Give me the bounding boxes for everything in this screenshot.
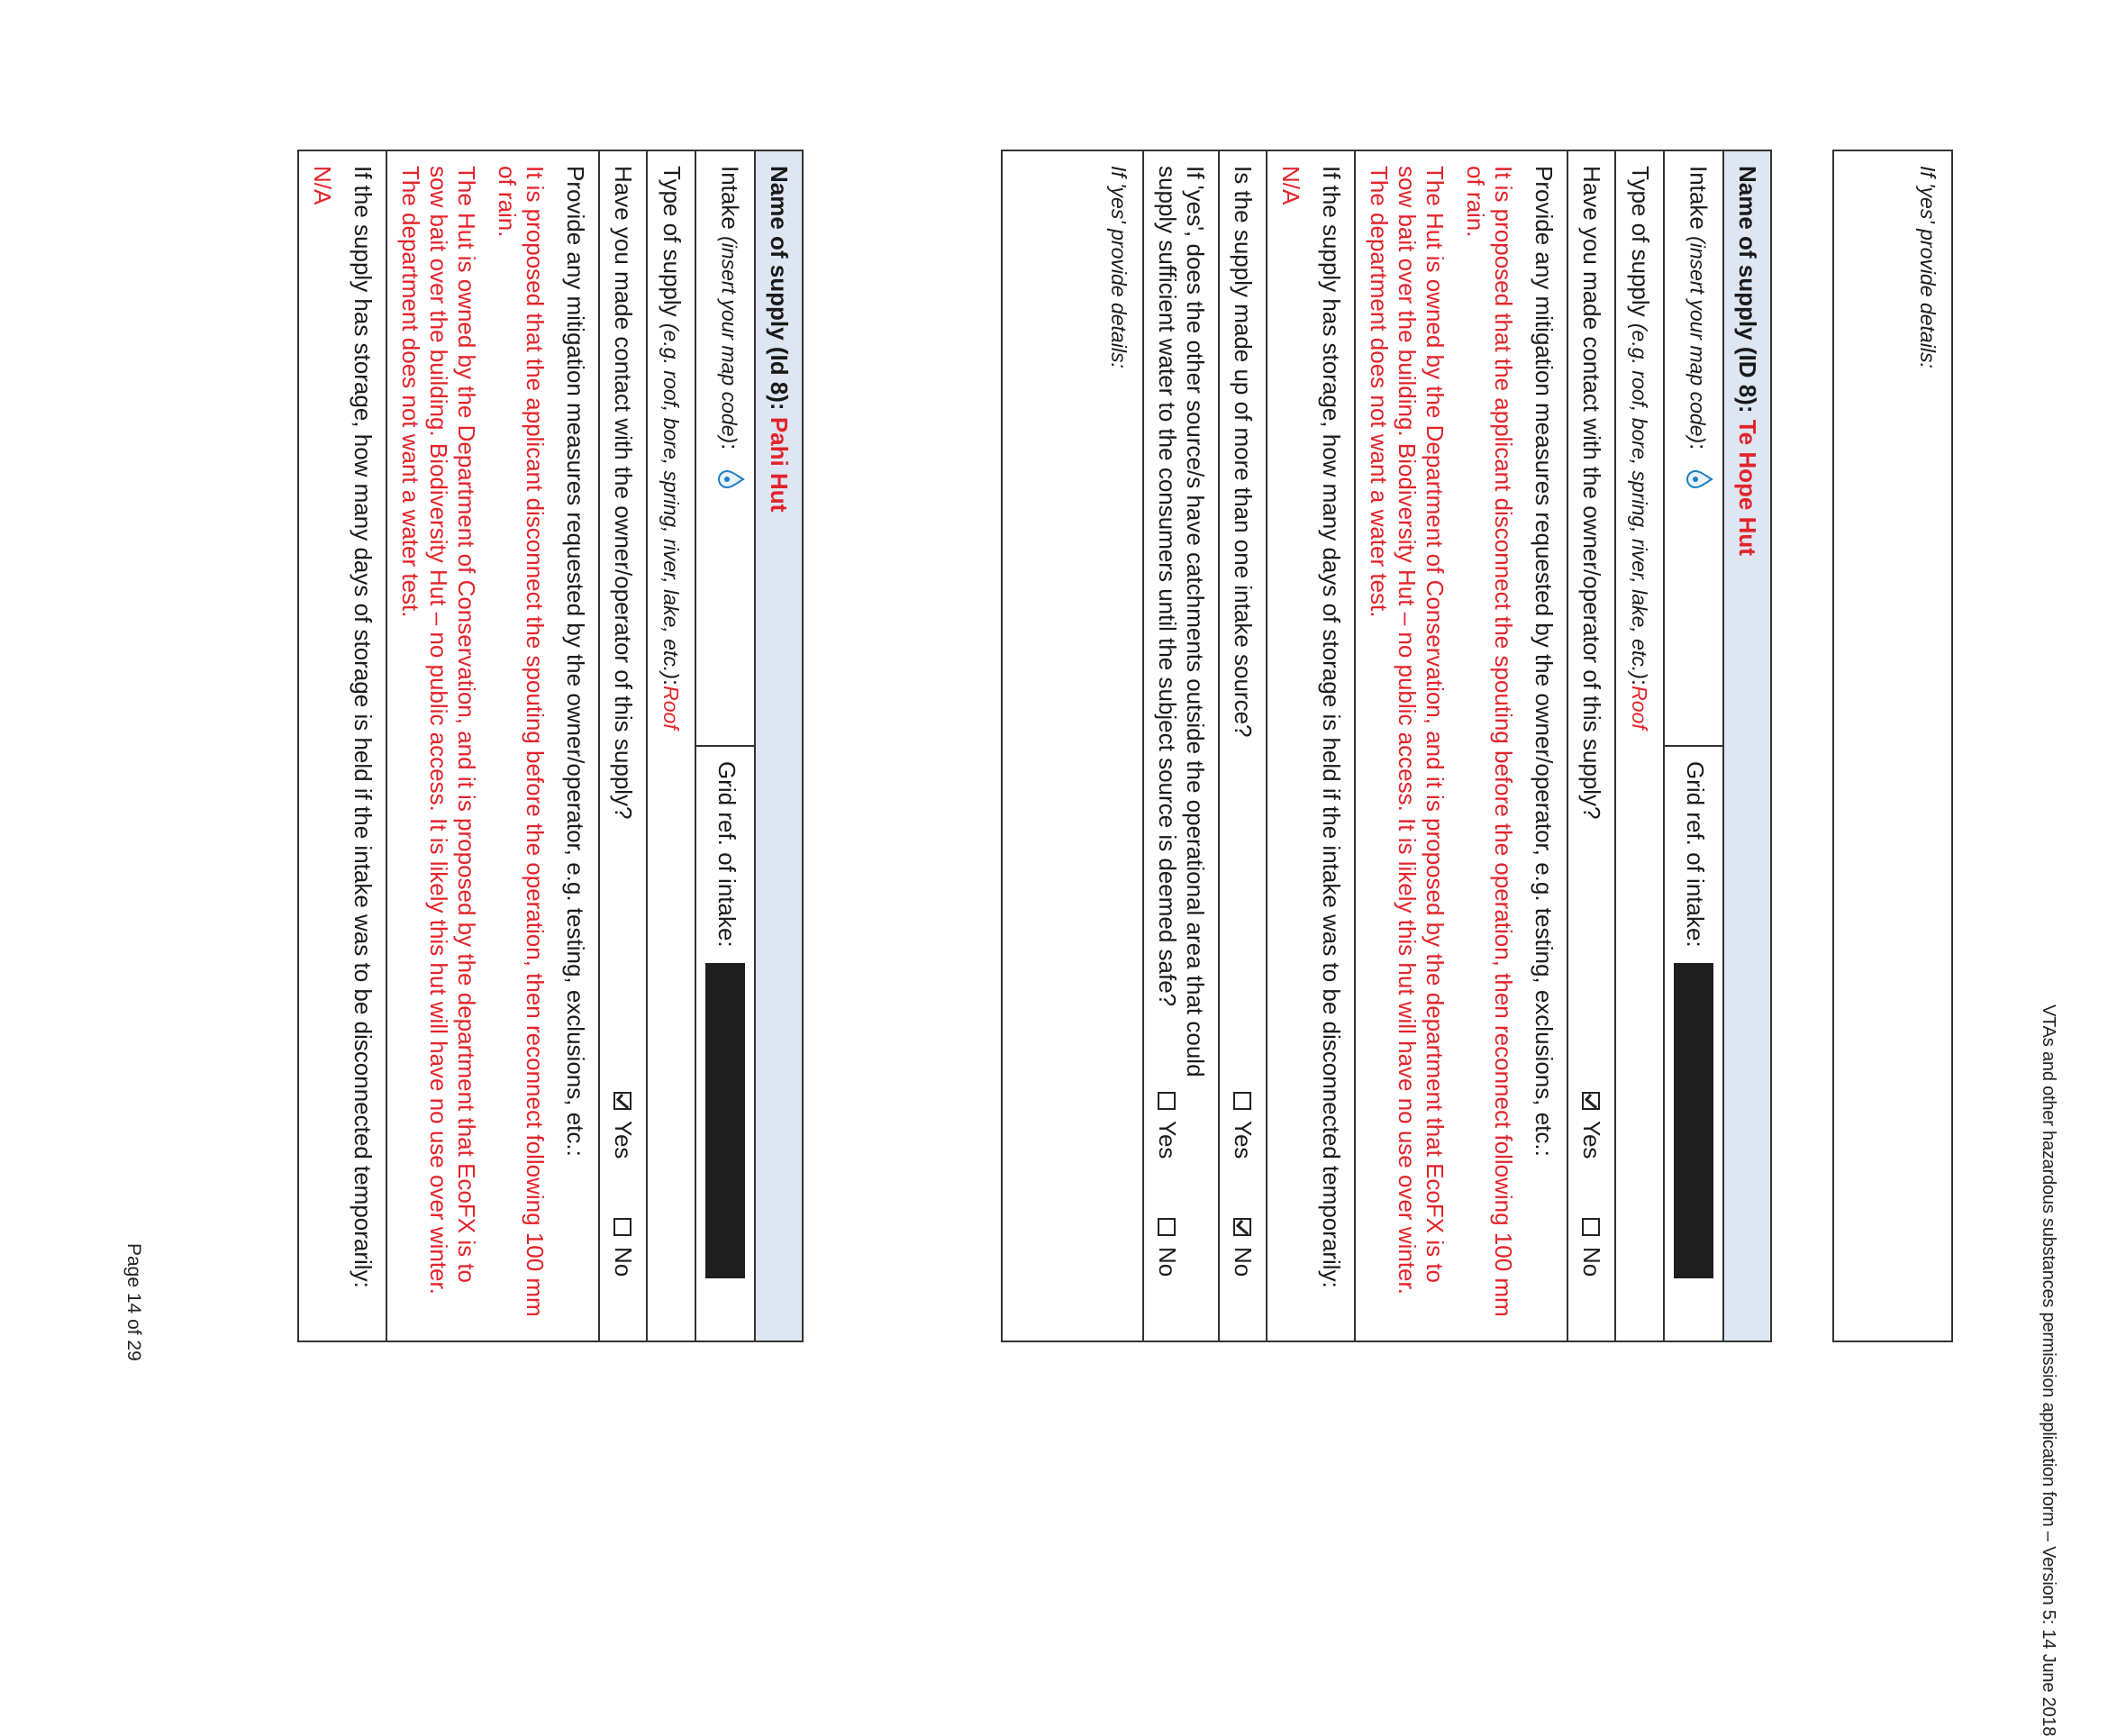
supply-form-pahi-hut bbox=[297, 150, 804, 1342]
grid-ref-label: Grid ref. of intake: bbox=[1682, 761, 1710, 948]
storage-answer: N/A bbox=[1277, 166, 1304, 205]
contact-no-checkbox[interactable] bbox=[614, 1218, 632, 1236]
water-drop-icon bbox=[712, 468, 745, 491]
supply-name-value: Pahi Hut bbox=[766, 416, 793, 513]
contact-question: Have you made contact with the owner/operator of this supply? bbox=[1578, 166, 1605, 820]
multi-intake-cell bbox=[1219, 150, 1267, 1341]
catchment-cell bbox=[1143, 150, 1219, 1341]
contact-yes-checkbox[interactable] bbox=[1583, 1092, 1601, 1110]
catch-yes-checkbox[interactable] bbox=[1158, 1092, 1177, 1110]
storage-question: If the supply has storage, how many days of storage is held if the intake was to be disconnected temporarily: bbox=[350, 166, 377, 1288]
storage-question: If the supply has storage, how many days of storage is held if the intake was to be disconnected temporarily: bbox=[1318, 166, 1345, 1288]
grid-ref-cell bbox=[695, 746, 755, 1341]
type-hint: (e.g. roof, bore, spring, river, lake, etc.) bbox=[659, 323, 683, 679]
intake-colon: : bbox=[1685, 443, 1713, 450]
multi-yes-checkbox[interactable] bbox=[1234, 1092, 1252, 1110]
supply-title bbox=[755, 150, 803, 1341]
supply-form-te-hope-hut bbox=[1001, 150, 1772, 1342]
intake-label: Intake bbox=[716, 166, 744, 237]
supply-name-label: Name of supply (ID 8): bbox=[1734, 166, 1761, 420]
storage-answer: N/A bbox=[309, 166, 336, 205]
mitigation-cell bbox=[1355, 150, 1567, 1341]
details-cell bbox=[1002, 150, 1143, 1341]
contact-yes-label: Yes bbox=[610, 1121, 637, 1159]
type-value: Roof bbox=[1628, 686, 1651, 730]
mitigation-question: Provide any mitigation measures requested by the owner/operator, e.g. testing, exclusions, etc.: bbox=[1531, 166, 1558, 1157]
multi-no-checkbox[interactable] bbox=[1234, 1218, 1252, 1236]
water-drop-icon bbox=[1680, 468, 1713, 491]
catchment-question: If 'yes', does the other source/s have catchments outside the operational area that could supply sufficient water to the consumers until the subject source is deemed safe? bbox=[1154, 166, 1209, 1077]
intake-hint: (insert your map code) bbox=[1685, 236, 1710, 444]
multi-intake-question: Is the supply made up of more than one intake source? bbox=[1230, 166, 1257, 738]
mitigation-answer-2: The Hut is owned by the Department of Conservation, and it is proposed by the department that EcoFX is to sow bait over the building. Biodiversity Hut – no public access. It is likely this hut will have no use over winter. The department does not want a water test. bbox=[1366, 166, 1449, 1295]
grid-ref-redacted bbox=[1674, 963, 1713, 1278]
contact-question: Have you made contact with the owner/operator of this supply? bbox=[610, 166, 637, 820]
multi-no-option[interactable] bbox=[1229, 1218, 1257, 1326]
previous-details-prompt: If 'yes' provide details: bbox=[1916, 166, 1940, 368]
catch-no-label: No bbox=[1154, 1247, 1181, 1277]
type-of-supply-cell bbox=[647, 150, 695, 1341]
details-prompt: If 'yes' provide details: bbox=[1107, 166, 1131, 368]
catch-yes-option[interactable] bbox=[1153, 1092, 1181, 1218]
type-colon: : bbox=[1627, 678, 1654, 686]
page-number: Page 14 of 29 bbox=[123, 1243, 144, 1361]
contact-yes-option[interactable] bbox=[609, 1092, 637, 1218]
mitigation-question: Provide any mitigation measures requested by the owner/operator, e.g. testing, exclusions, etc.: bbox=[562, 166, 589, 1157]
contact-question-cell bbox=[599, 150, 647, 1341]
type-label: Type of supply bbox=[659, 166, 686, 323]
mitigation-answer-1: It is proposed that the applicant disconnect the spouting before the operation, then reconnect following 100 mm of rain. bbox=[1462, 166, 1517, 1317]
intake-label: Intake bbox=[1685, 166, 1713, 237]
multi-no-label: No bbox=[1230, 1247, 1257, 1277]
contact-no-checkbox[interactable] bbox=[1583, 1218, 1601, 1236]
contact-no-option[interactable] bbox=[1577, 1218, 1605, 1326]
intake-cell bbox=[1664, 150, 1723, 746]
storage-cell bbox=[298, 150, 386, 1341]
grid-ref-cell bbox=[1664, 746, 1723, 1341]
catch-no-checkbox[interactable] bbox=[1158, 1218, 1177, 1236]
type-value: Roof bbox=[659, 686, 683, 730]
catch-no-option[interactable] bbox=[1153, 1218, 1181, 1326]
mitigation-answer-1: It is proposed that the applicant disconnect the spouting before the operation, then reconnect following 100 mm of rain. bbox=[494, 166, 549, 1317]
previous-details-box bbox=[1832, 150, 1953, 1342]
grid-ref-label: Grid ref. of intake: bbox=[713, 761, 741, 948]
intake-cell bbox=[695, 150, 755, 746]
contact-yes-checkbox[interactable] bbox=[614, 1092, 632, 1110]
type-hint: (e.g. roof, bore, spring, river, lake, etc.) bbox=[1628, 323, 1651, 679]
contact-no-label: No bbox=[610, 1247, 637, 1277]
type-colon: : bbox=[659, 678, 686, 686]
contact-yes-option[interactable] bbox=[1577, 1092, 1605, 1218]
type-label: Type of supply bbox=[1627, 166, 1654, 323]
contact-yes-label: Yes bbox=[1578, 1121, 1605, 1159]
intake-hint: (insert your map code) bbox=[717, 236, 741, 444]
contact-question-cell bbox=[1567, 150, 1615, 1341]
mitigation-cell bbox=[386, 150, 599, 1341]
multi-yes-label: Yes bbox=[1230, 1121, 1257, 1159]
supply-title bbox=[1723, 150, 1771, 1341]
multi-yes-option[interactable] bbox=[1229, 1092, 1257, 1218]
grid-ref-redacted bbox=[705, 963, 745, 1278]
contact-no-label: No bbox=[1578, 1247, 1605, 1277]
supply-name-label: Name of supply (Id 8): bbox=[766, 166, 793, 417]
document-header: VTAs and other hazardous substances permission application form – Version 5: 14 June 2018 bbox=[2039, 1004, 2058, 1736]
storage-cell bbox=[1267, 150, 1355, 1341]
mitigation-answer-2: The Hut is owned by the Department of Conservation, and it is proposed by the department that EcoFX is to sow bait over the building. Biodiversity Hut – no public access. It is likely this hut will have no use over winter. The department does not want a water test. bbox=[397, 166, 480, 1295]
supply-name-value: Te Hope Hut bbox=[1734, 419, 1761, 556]
intake-colon: : bbox=[716, 443, 744, 450]
type-of-supply-cell bbox=[1615, 150, 1664, 1341]
contact-no-option[interactable] bbox=[609, 1218, 637, 1326]
catch-yes-label: Yes bbox=[1154, 1121, 1181, 1159]
